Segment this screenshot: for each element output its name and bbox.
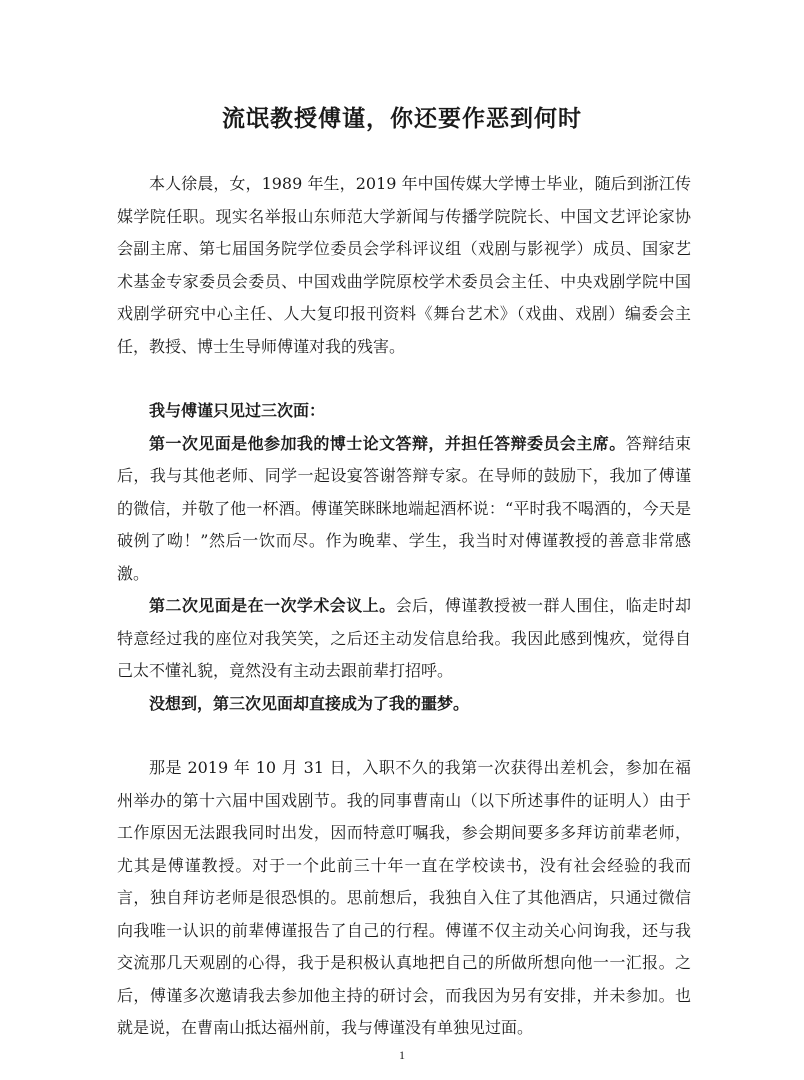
- meeting-1-text: 答辩结束后，我与其他老师、同学一起设宴答谢答辩专家。在导师的鼓励下，我加了傅谨的微信，并敬了他一杯酒。傅谨笑眯眯地端起酒杯说：“平时我不喝酒的，今天是破例了呦！”然后一饮而尽。作为晚辈、学生，我当时对傅谨教授的善意非常感激。: [117, 433, 691, 583]
- meeting-3-paragraph: 没想到，第三次见面却直接成为了我的噩梦。: [149, 693, 470, 713]
- narrative-paragraph: 那是 2019 年 10 月 31 日，入职不久的我第一次获得出差机会，参加在福州举办的第十六届中国戏剧节。我的同事曹南山（以下所述事件的证明人）由于工作原因无法跟我同时出发，因而特意叮嘱我，参会期间要多多拜访前辈老师，尤其是傅谨教授。对于一个此前三十年一直在学校读书，没有社会经验的我而言，独自拜访老师是很恐惧的。思前想后，我独自入住了其他酒店，只通过微信向我唯一认识的前辈傅谨报告了自己的行程。傅谨不仅主动关心问询我，还与我交流那几天观剧的心得，我于是积极认真地把自己的所做所想向他一一汇报。之后，傅谨多次邀请我去参加他主持的研讨会，而我因为另有安排，并未参加。也就是说，在曹南山抵达福州前，我与傅谨没有单独见过面。: [117, 758, 691, 1037]
- meeting-2-text: 会后，傅谨教授被一群人围住，临走时却特意经过我的座位对我笑笑，之后还主动发信息给我。我因此感到愧疚，觉得自己太不懂礼貌，竟然没有主动去跟前辈打招呼。: [117, 596, 691, 680]
- meeting-2-lead: 第二次见面是在一次学术会议上。: [149, 596, 396, 615]
- document-body: [117, 168, 691, 1045]
- page-number: 1: [399, 1048, 405, 1062]
- document-title: 流氓教授傅谨，你还要作恶到何时: [222, 105, 582, 132]
- paragraph-gap: [117, 720, 691, 752]
- intro-paragraph: 本人徐晨，女，1989 年生，2019 年中国传媒大学博士毕业，随后到浙江传媒学院任职。现实名举报山东师范大学新闻与传播学院院长、中国文艺评论家协会副主席、第七届国务院学位委员会学科评议组（戏剧与影视学）成员、国家艺术基金专家委员会委员、中国戏曲学院原校学术委员会主任、中央戏剧学院中国戏剧学研究中心主任、人大复印报刊资料《舞台艺术》（戏曲、戏剧）编委会主任，教授、博士生导师傅谨对我的残害。: [117, 174, 691, 356]
- meeting-1-lead: 第一次见面是他参加我的博士论文答辩，并担任答辩委员会主席。: [149, 433, 626, 453]
- meeting-2-paragraph: [117, 590, 691, 688]
- section-heading: 我与傅谨只见过三次面：: [149, 401, 326, 420]
- paragraph-gap: [117, 363, 691, 395]
- meeting-1-paragraph: [117, 428, 691, 591]
